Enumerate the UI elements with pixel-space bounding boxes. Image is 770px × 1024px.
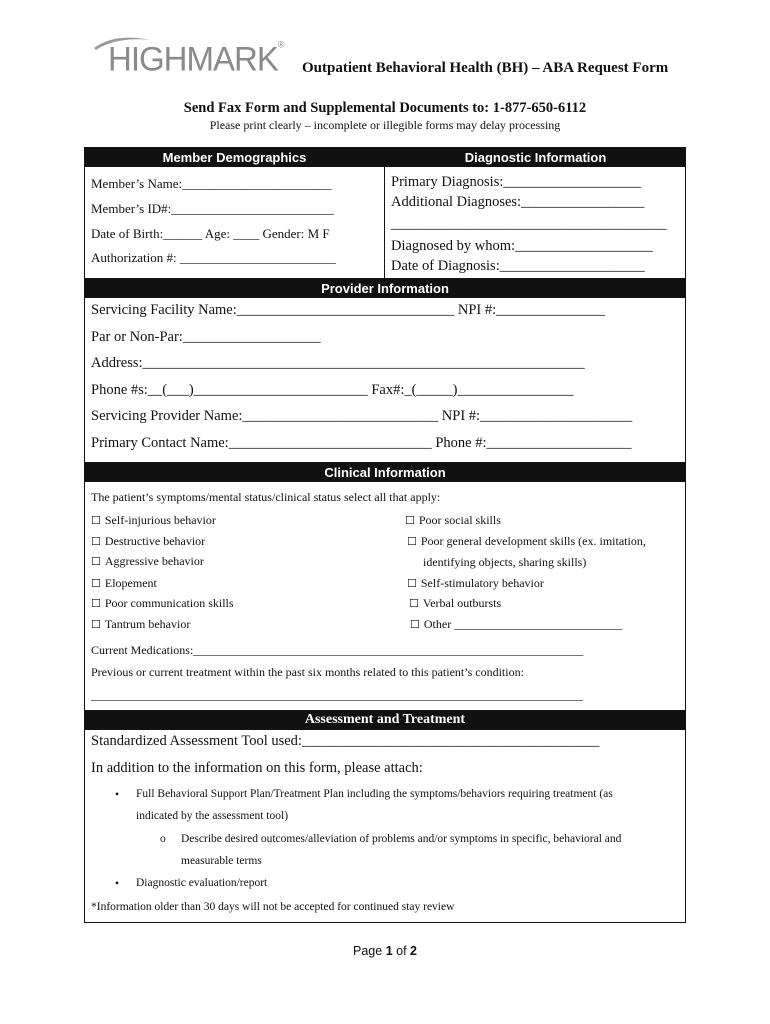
checkbox-icon[interactable]: ☐	[91, 618, 101, 631]
page-number: Page 1 of 2	[353, 944, 417, 958]
checkbox-aggressive[interactable]	[91, 554, 204, 569]
clinical-information-header: Clinical Information	[84, 462, 686, 482]
checkbox-icon[interactable]: ☐	[410, 618, 420, 631]
phone-fax-field[interactable]: Phone #s:__(___)________________________ Fax#:_(_____)________________	[91, 382, 574, 398]
checkbox-label: Self-stimulatory behavior	[420, 576, 544, 590]
checkbox-icon[interactable]: ☐	[91, 555, 101, 568]
attach-intro: In addition to the information on this form, please attach:	[91, 760, 423, 776]
sub-item-outcomes-continued: measurable terms	[181, 855, 262, 867]
address-field[interactable]: Address:_____________________________________________________________	[91, 355, 585, 371]
checkbox-icon[interactable]: ☐	[91, 597, 101, 610]
attach-item-behavior-plan-continued: indicated by the assessment tool)	[136, 810, 289, 822]
checkbox-label: Poor social skills	[418, 513, 501, 527]
date-of-diagnosis-field[interactable]: Date of Diagnosis:____________________	[391, 258, 645, 274]
checkbox-label: Elopement	[104, 576, 157, 590]
checkbox-label: Tantrum behavior	[104, 617, 191, 631]
checkbox-label: Aggressive behavior	[104, 554, 204, 568]
attach-item-bullet: •	[115, 878, 120, 890]
checkbox-self-stimulatory[interactable]	[407, 576, 544, 591]
par-nonpar-field[interactable]: Par or Non-Par:___________________	[91, 329, 321, 345]
current-medications-field[interactable]: Current Medications:_________________________________________________________________	[91, 643, 584, 657]
checkbox-icon[interactable]: ☐	[91, 535, 101, 548]
checkbox-label-continued: identifying objects, sharing skills)	[423, 555, 587, 569]
checkbox-poor-communication[interactable]	[91, 596, 234, 611]
checkbox-label: Poor communication skills	[104, 596, 234, 610]
assessment-treatment-header: Assessment and Treatment	[84, 710, 686, 730]
form-title: Outpatient Behavioral Health (BH) – ABA Request Form	[302, 60, 669, 76]
sub-item-bullet: o	[160, 833, 166, 845]
checkbox-icon[interactable]: ☐	[405, 514, 415, 527]
column-divider	[384, 147, 385, 278]
attach-item-diagnostic-evaluation: Diagnostic evaluation/report	[136, 877, 268, 889]
checkbox-label: Poor general development skills (ex. imitation,	[420, 534, 646, 548]
logo-text: HIGHMARK	[108, 39, 278, 78]
additional-diagnoses-field[interactable]: Additional Diagnoses:_________________	[391, 194, 645, 210]
attach-item-behavior-plan: Full Behavioral Support Plan/Treatment Plan including the symptoms/behaviors requiring treatment (as	[136, 788, 613, 800]
checkbox-icon[interactable]: ☐	[91, 514, 101, 527]
provider-information-header: Provider Information	[84, 278, 686, 298]
checkbox-icon[interactable]: ☐	[407, 577, 417, 590]
stay-review-note: *Information older than 30 days will not be accepted for continued stay review	[91, 901, 455, 913]
sub-item-outcomes: Describe desired outcomes/alleviation of problems and/or symptoms in specific, behavioral and	[181, 833, 622, 845]
fax-instruction: Send Fax Form and Supplemental Documents to: 1-877-650-6112	[183, 100, 587, 116]
primary-contact-field[interactable]: Primary Contact Name:____________________________ Phone #:____________________	[91, 435, 632, 451]
member-demographics-header: Member Demographics	[84, 147, 385, 167]
logo-registered-mark: ®	[277, 39, 284, 50]
attach-item-bullet: •	[115, 789, 120, 801]
assessment-tool-field[interactable]: Standardized Assessment Tool used:_________________________________________	[91, 733, 600, 749]
checkbox-icon[interactable]: ☐	[407, 535, 417, 548]
print-note: Please print clearly – incomplete or illegible forms may delay processing	[209, 118, 561, 132]
member-name-field[interactable]: Member’s Name:_______________________	[91, 176, 332, 191]
checkbox-elopement[interactable]	[91, 576, 157, 591]
checkbox-label: Self-injurious behavior	[104, 513, 216, 527]
checkbox-poor-general-development[interactable]	[407, 534, 646, 549]
checkbox-label: Other ____________________________	[423, 617, 623, 631]
member-id-field[interactable]: Member’s ID#:_________________________	[91, 201, 334, 216]
checkbox-destructive[interactable]	[91, 534, 205, 549]
checkbox-other[interactable]	[410, 617, 622, 632]
servicing-provider-field[interactable]: Servicing Provider Name:___________________________ NPI #:_____________________	[91, 408, 633, 424]
authorization-field[interactable]: Authorization #: ________________________	[91, 250, 336, 265]
highmark-logo	[92, 34, 284, 78]
checkbox-label: Verbal outbursts	[422, 596, 502, 610]
checkbox-icon[interactable]: ☐	[409, 597, 419, 610]
checkbox-verbal-outbursts[interactable]	[409, 596, 501, 611]
symptoms-prompt: The patient’s symptoms/mental status/clinical status select all that apply:	[91, 490, 441, 504]
checkbox-icon[interactable]: ☐	[91, 577, 101, 590]
servicing-facility-field[interactable]: Servicing Facility Name:______________________________ NPI #:_______________	[91, 302, 605, 318]
checkbox-tantrum[interactable]	[91, 617, 190, 632]
diagnostic-information-header: Diagnostic Information	[385, 147, 686, 167]
previous-treatment-line[interactable]: __________________________________________________________________________________	[91, 688, 583, 702]
previous-treatment-label: Previous or current treatment within the past six months related to this patient’s condition:	[91, 665, 524, 679]
checkbox-self-injurious[interactable]	[91, 513, 216, 528]
diagnosed-by-field[interactable]: Diagnosed by whom:___________________	[391, 238, 653, 254]
additional-diagnoses-line[interactable]: ______________________________________	[391, 216, 667, 232]
checkbox-poor-social[interactable]	[405, 513, 501, 528]
dob-age-gender-field[interactable]: Date of Birth:______ Age: ____ Gender: M F	[91, 226, 330, 241]
checkbox-label: Destructive behavior	[104, 534, 206, 548]
primary-diagnosis-field[interactable]: Primary Diagnosis:___________________	[391, 174, 642, 190]
